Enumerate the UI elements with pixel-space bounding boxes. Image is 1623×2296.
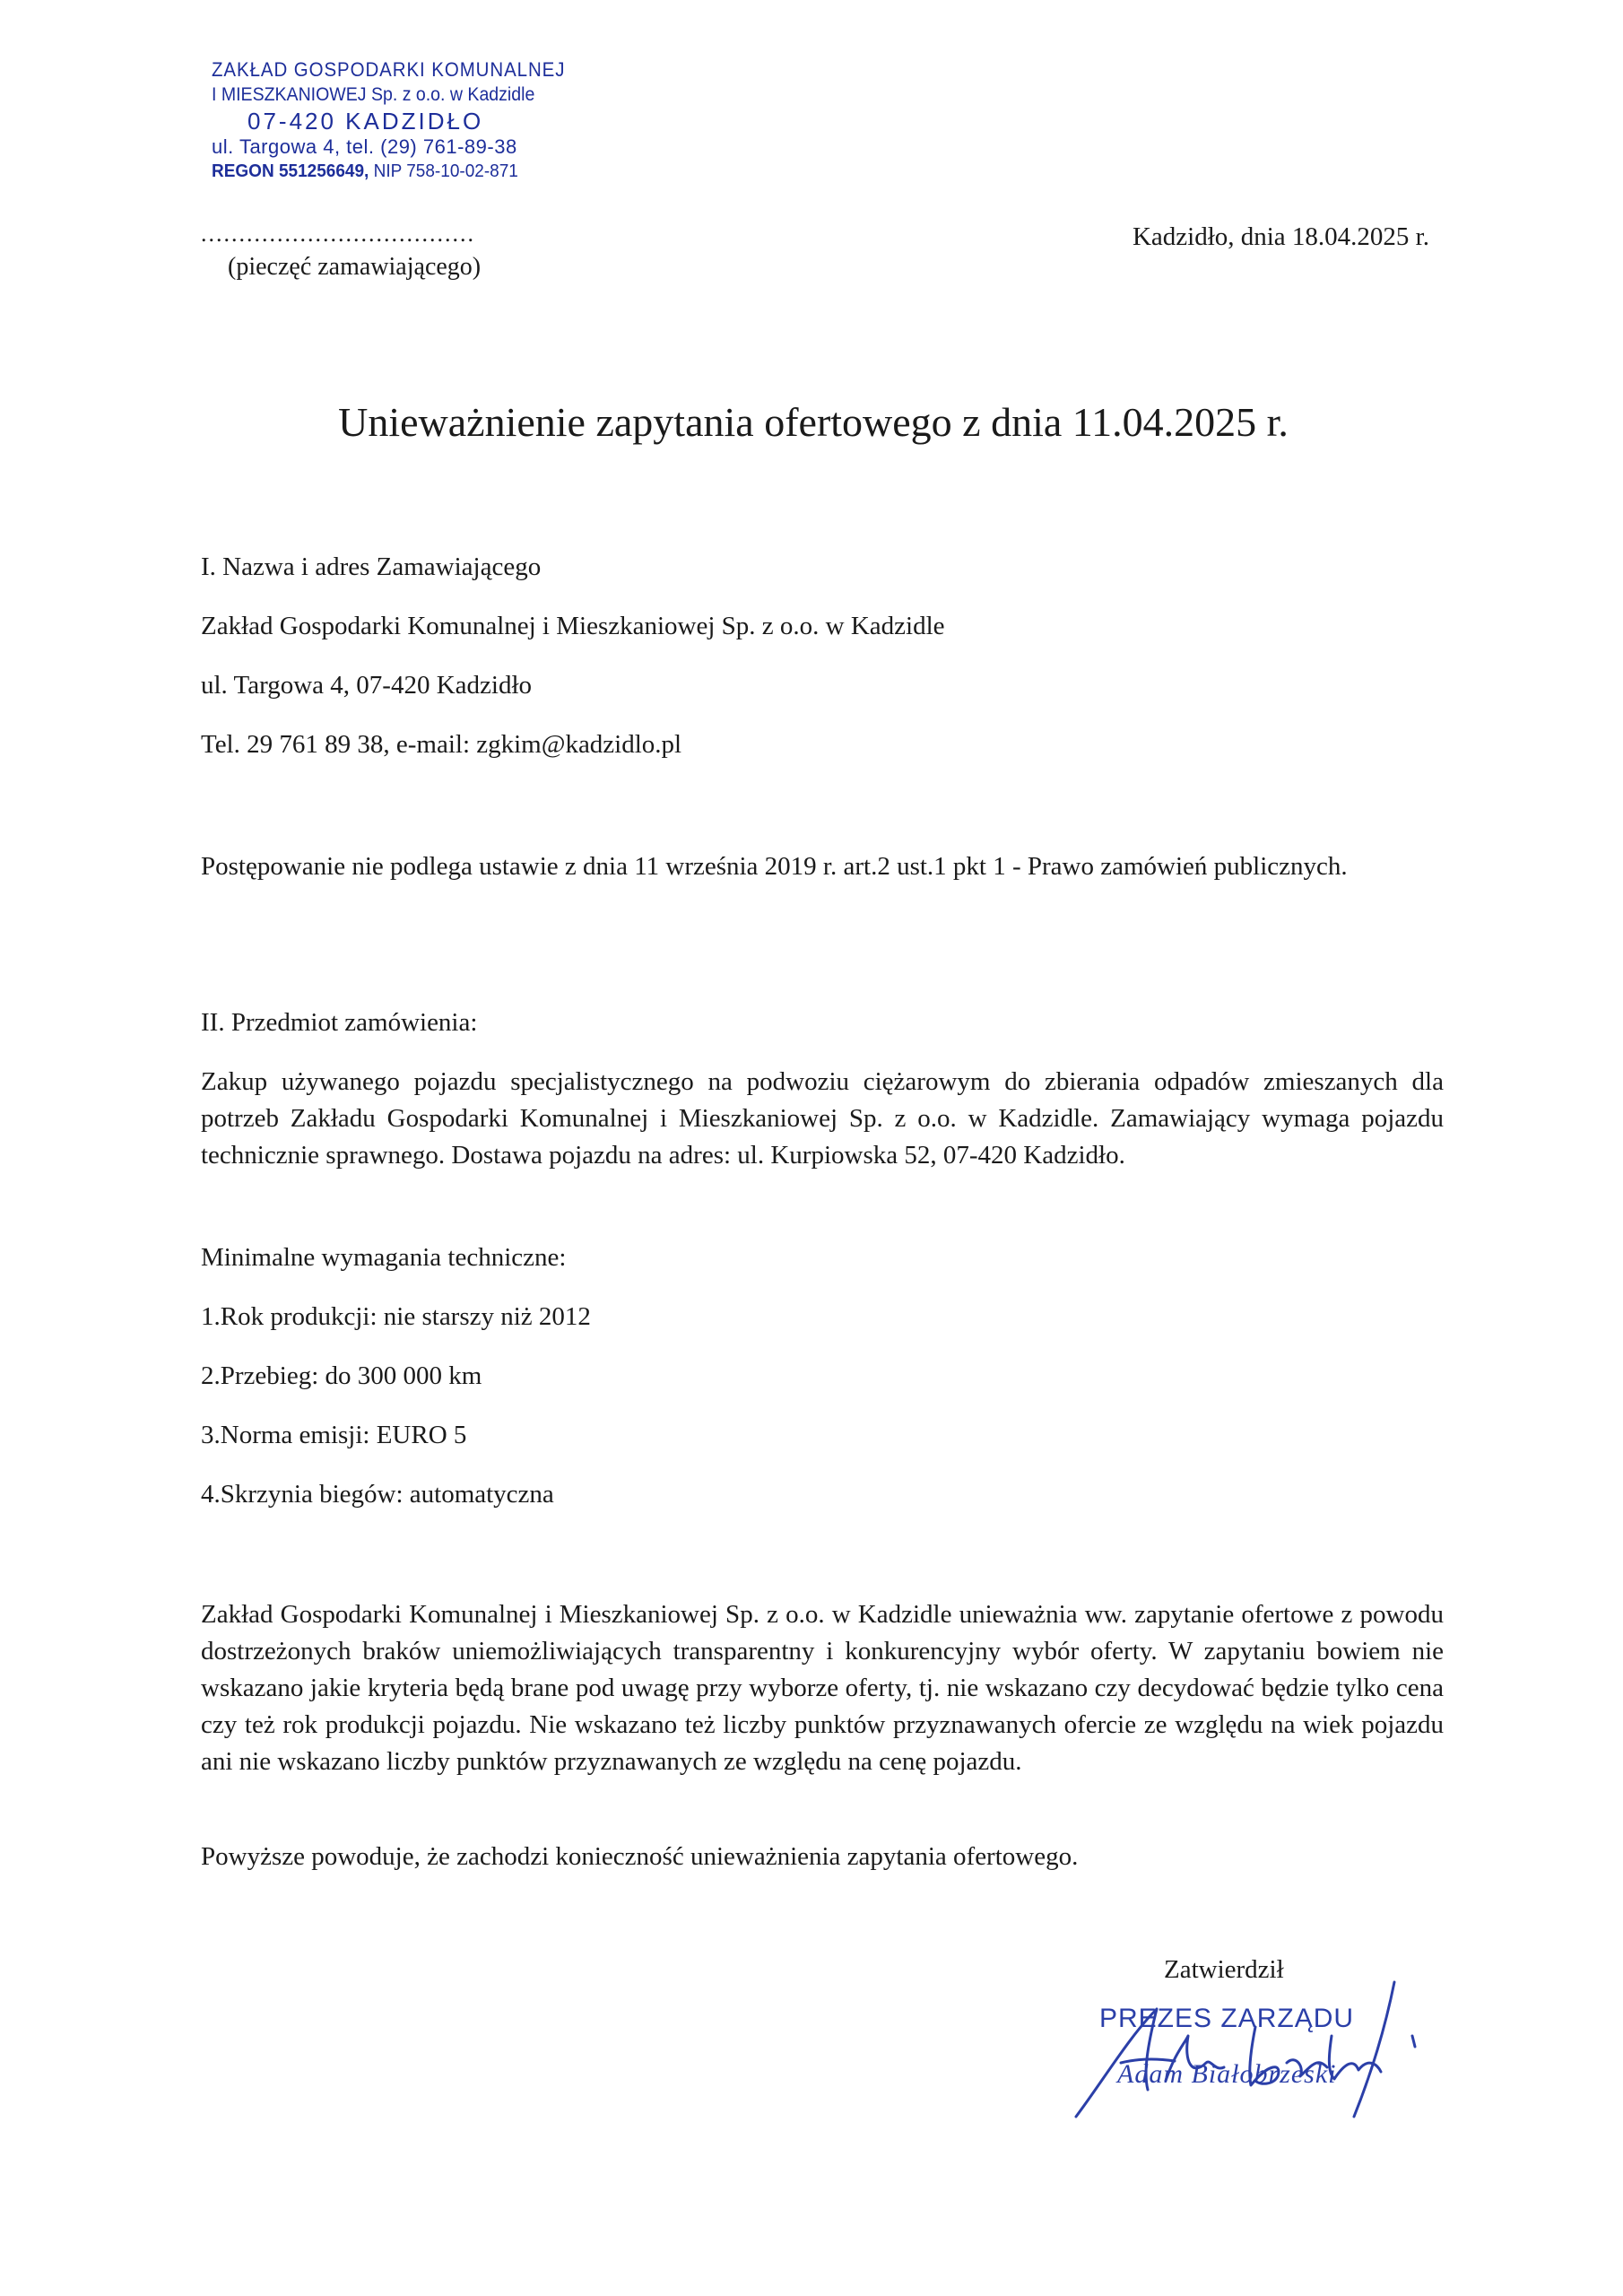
cancellation-reason: Zakład Gospodarki Komunalnej i Mieszkaniowej Sp. z o.o. w Kadzidle unieważnia ww. zapytanie ofertowe z powodu dostrzeżonych braków uniemożliwiających transparentny i konkurencyjny wybór oferty. W zapytaniu bowiem nie wskazano jakie kryteria będą brane pod uwagę przy wyborze oferty, tj. nie wskazano czy decydować będzie tylko cena czy też rok produkcji pojazdu. Nie wskazano też liczby punktów przyznawanych ofercie ze względu na wiek pojazdu ani nie wskazano liczby punktów przyznawanych ze względu na cenę pojazdu.	[201, 1600, 1444, 1776]
contracting-authority-address: ul. Targowa 4, 07-420 Kadzidło	[201, 671, 532, 700]
stamp-line-company-2: I MIESZKANIOWEJ Sp. z o.o. w Kadzidle	[212, 84, 535, 105]
stamp-line-ids	[212, 160, 586, 183]
company-stamp	[212, 57, 606, 183]
stamp-regon: REGON 551256649,	[212, 161, 369, 181]
requirement-item: 4.Skrzynia biegów: automatyczna	[201, 1480, 554, 1509]
stamp-line-postal: 07-420 KADZIDŁO	[247, 108, 484, 135]
seal-caption: (pieczęć zamawiającego)	[228, 253, 482, 281]
conclusion: Powyższe powoduje, że zachodzi konieczność unieważnienia zapytania ofertowego.	[201, 1842, 1079, 1871]
requirement-item: 3.Norma emisji: EURO 5	[201, 1421, 467, 1449]
stamp-line-address: ul. Targowa 4, tel. (29) 761-89-38	[212, 135, 517, 158]
requirement-item: 1.Rok produkcji: nie starszy niż 2012	[201, 1302, 591, 1331]
stamp-line-company: ZAKŁAD GOSPODARKI KOMUNALNEJ	[212, 58, 566, 81]
order-description: Zakup używanego pojazdu specjalistycznego na podwoziu ciężarowym do zbierania odpadów zmieszanych dla potrzeb Zakładu Gospodarki Komunalnej i Mieszkaniowej Sp. z o.o. w Kadzidle. Zamawiający wymaga pojazdu technicznie sprawnego. Dostawa pojazdu na adres: ul. Kurpiowska 52, 07-420 Kadzidło.	[201, 1067, 1444, 1170]
document-title: Unieważnienie zapytania ofertowego z dnia 11.04.2025 r.	[338, 399, 1289, 445]
handwritten-signature	[1058, 1973, 1435, 2126]
stamp-nip: NIP 758-10-02-871	[373, 161, 518, 181]
place-and-date: Kadzidło, dnia 18.04.2025 r.	[1132, 222, 1429, 251]
section-1-heading: I. Nazwa i adres Zamawiającego	[201, 552, 542, 581]
section-2-heading: II. Przedmiot zamówienia:	[201, 1008, 478, 1037]
requirement-item: 2.Przebieg: do 300 000 km	[201, 1361, 482, 1390]
approved-by-label: Zatwierdził	[1164, 1955, 1284, 1984]
signature-stamp-name: Adam Białobrzeski	[1117, 2059, 1337, 2089]
law-note: Postępowanie nie podlega ustawie z dnia 11 września 2019 r. art.2 ust.1 pkt 1 - Prawo zamówień publicznych.	[201, 852, 1348, 881]
seal-dotted-line: ....................................	[201, 221, 475, 247]
contracting-authority-contact: Tel. 29 761 89 38, e-mail: zgkim@kadzidlo.pl	[201, 730, 682, 759]
requirements-heading: Minimalne wymagania techniczne:	[201, 1243, 567, 1272]
signature-stamp-role: PREZES ZARZĄDU	[1099, 2004, 1355, 2033]
contracting-authority-name: Zakład Gospodarki Komunalnej i Mieszkaniowej Sp. z o.o. w Kadzidle	[201, 612, 945, 640]
